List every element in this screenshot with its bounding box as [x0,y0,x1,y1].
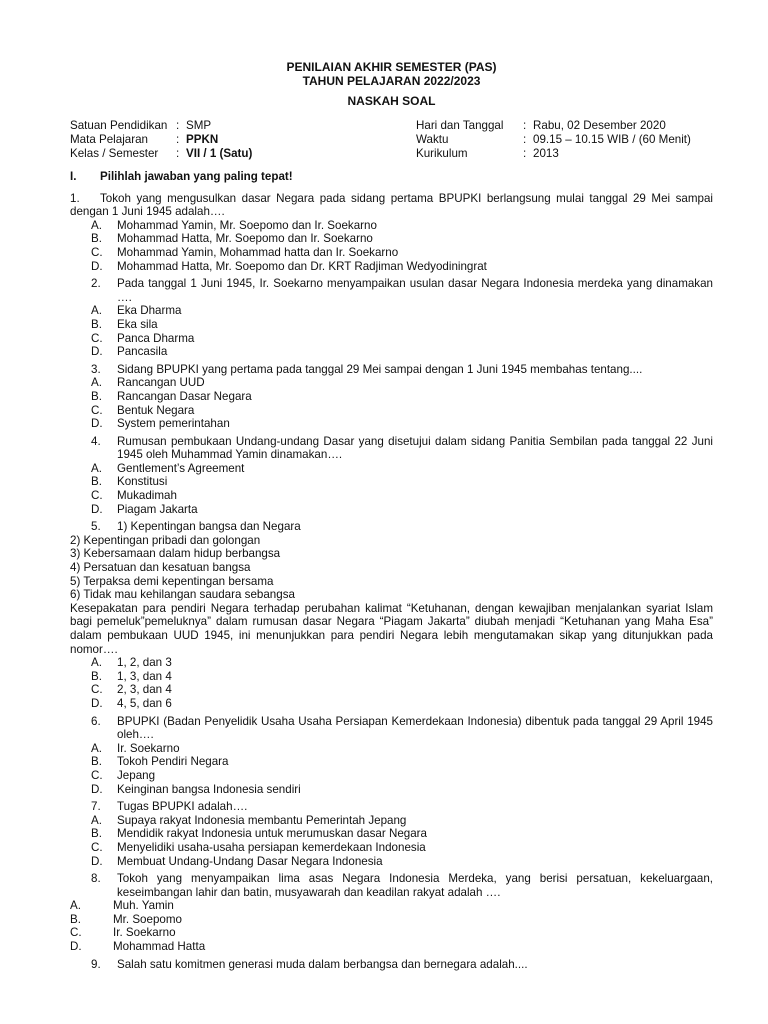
option[interactable]: C. 2, 3, dan 4 [91,683,172,697]
option[interactable]: A. Gentlement’s Agreement [91,461,245,475]
statement-item: 6) Tidak mau kehilangan saudara sebangsa [70,588,295,602]
option[interactable]: D. Membuat Undang-Undang Dasar Negara Indonesia [91,854,383,868]
option[interactable]: D. System pemerintahan [91,417,230,431]
option[interactable]: C. Bentuk Negara [91,403,195,417]
question-number: 8. [91,872,101,886]
statement-item: 5) Terpaksa demi kepentingan bersama [70,574,274,588]
statement-item: 2) Kepentingan pribadi dan golongan [70,533,261,547]
option[interactable]: A. Muh. Yamin [70,899,174,913]
question-number: 5. [91,520,101,534]
options-q5 [91,656,713,710]
option[interactable]: A. Ir. Soekarno [91,741,180,755]
option[interactable]: C. Menyelidiki usaha-usaha persiapan kemerdekaan Indonesia [91,840,426,854]
option[interactable]: D. Piagam Jakarta [91,502,198,516]
question-text: Tokoh yang mengusulkan dasar Negara pada sidang pertama BPUPKI berlangsung mulai tanggal 29 Mei sampai dengan 1 Juni 1945 adalah…. [70,191,713,219]
question-9 [70,958,713,972]
option[interactable]: C. Jepang [91,768,156,782]
statement-item: 1) Kepentingan bangsa dan Negara [117,520,301,534]
options-q7 [91,814,713,868]
question-text: Sidang BPUPKI yang pertama pada tanggal 29 Mei sampai dengan 1 Juni 1945 membahas tentang.... [117,362,643,376]
option[interactable]: A. Mohammad Yamin, Mr. Soepomo dan Ir. Soekarno [91,218,377,232]
question-1 [70,192,713,219]
question-number: 6. [91,714,101,728]
question-number: 4. [91,434,101,448]
question-3 [70,363,713,377]
info-label: Mata Pelajaran [70,133,148,146]
question-6 [70,715,713,742]
question-number: 7. [91,800,101,814]
question-2 [70,277,713,304]
options-q1 [91,219,713,273]
option[interactable]: A. Supaya rakyat Indonesia membantu Pemerintah Jepang [91,813,407,827]
options-q8 [70,899,713,953]
option[interactable]: A. 1, 2, dan 3 [91,656,172,670]
exam-info [70,119,713,161]
info-row: Satuan Pendidikan : SMP [70,119,212,132]
option[interactable]: C. Mohammad Yamin, Mohammad hatta dan Ir. Soekarno [91,245,399,259]
option[interactable]: B. Eka sila [91,317,158,331]
question-number: 3. [91,362,101,376]
info-row: Hari dan Tanggal : Rabu, 02 Desember 2020 [416,119,666,132]
option[interactable]: B. Mendidik rakyat Indonesia untuk merumuskan dasar Negara [91,827,427,841]
option[interactable]: B. Tokoh Pendiri Negara [91,755,229,769]
option[interactable]: B. Mohammad Hatta, Mr. Soepomo dan Ir. Soekarno [91,232,373,246]
option[interactable]: D. Mohammad Hatta, Mr. Soepomo dan Dr. KRT Radjiman Wedyodiningrat [91,259,487,273]
question-number: 2. [91,277,101,291]
option[interactable]: A. Rancangan UUD [91,376,205,390]
info-value: 09.15 – 10.15 WIB / (60 Menit) [533,133,691,146]
option[interactable]: D. Pancasila [91,345,168,359]
school-year: TAHUN PELAJARAN 2022/2023 [302,74,481,88]
question-7 [70,800,713,814]
info-value: 2013 [533,147,559,160]
info-label: Hari dan Tanggal [416,119,504,132]
exam-info-left [70,119,252,161]
statement-item: 3) Kebersamaan dalam hidup berbangsa [70,547,281,561]
info-label: Satuan Pendidikan [70,119,168,132]
options-q4 [91,462,713,516]
info-label: Kelas / Semester [70,147,159,160]
question-text: Tugas BPUPKI adalah…. [117,800,248,814]
question-5 [70,520,713,534]
question-text: Pada tanggal 1 Juni 1945, Ir. Soekarno menyampaikan usulan dasar Negara Indonesia merdeka yang dinamakan …. [117,277,713,304]
question-4 [70,435,713,462]
info-value: Rabu, 02 Desember 2020 [533,119,666,132]
options-q6 [91,742,713,796]
statement-item: 4) Persatuan dan kesatuan bangsa [70,561,251,575]
option[interactable]: C. Ir. Soekarno [70,926,176,940]
info-label: Waktu [416,133,449,146]
option[interactable]: D. Mohammad Hatta [70,940,206,954]
options-q2 [91,304,713,358]
option[interactable]: B. 1, 3, dan 4 [91,669,172,683]
question-number: 9. [91,957,101,971]
question-text: Tokoh yang menyampaikan lima asas Negara Indonesia Merdeka, yang berisi persatuan, kekeluargaan, keseimbangan lahir dan batin, musyawarah dan keadilan rakyat adalah …. [117,872,713,899]
exam-info-right [416,119,691,161]
naskah-soal-heading: NASKAH SOAL [347,94,436,108]
info-row: Kurikulum : 2013 [416,147,559,160]
option[interactable]: D. 4, 5, dan 6 [91,696,172,710]
question-text: Rumusan pembukaan Undang-undang Dasar yang disetujui dalam sidang Panitia Sembilan pada tanggal 22 Juni 1945 oleh Muhammad Yamin dinamakan…. [117,434,713,462]
exam-title: PENILAIAN AKHIR SEMESTER (PAS) [286,60,497,74]
info-value: SMP [186,119,212,132]
info-row: Kelas / Semester : VII / 1 (Satu) [70,147,253,160]
option[interactable]: D. Keinginan bangsa Indonesia sendiri [91,782,301,796]
option[interactable]: C. Panca Dharma [91,331,195,345]
option[interactable]: B. Rancangan Dasar Negara [91,389,252,403]
info-label: Kurikulum [416,147,468,160]
option[interactable]: B. Mr. Soepomo [70,912,182,926]
question-text: Kesepakatan para pendiri Negara terhadap perubahan kalimat “Ketuhanan, dengan kewajiban menjalankan syariat Islam bagi pemeluk”pemeluknya” dalam rumusan dasar Negara “Piagam Jakarta” diubah menjadi “Ketuhanan yang Maha Esa” dalam pembukaan UUD 1945, ini menunjukkan para pendiri Negara lebih mengutamakan sikap yang ditunjukkan pada nomor…. [70,601,713,656]
question-number: 1. [70,191,80,205]
question-8 [70,872,713,899]
question-text: BPUPKI (Badan Penyelidik Usaha Usaha Persiapan Kemerdekaan Indonesia) dibentuk pada tanggal 29 April 1945 oleh…. [117,714,713,742]
option[interactable]: B. Konstitusi [91,475,168,489]
question-text: Salah satu komitmen generasi muda dalam berbangsa dan bernegara adalah.... [117,957,528,971]
info-value: VII / 1 (Satu) [186,147,253,160]
info-row: Mata Pelajaran : PPKN [70,133,219,146]
section-heading: I. Pilihlah jawaban yang paling tepat! [70,170,293,183]
section-title: Pilihlah jawaban yang paling tepat! [100,170,293,183]
info-value: PPKN [186,133,219,146]
option[interactable]: C. Mukadimah [91,489,177,503]
options-q3 [91,376,713,430]
info-row: Waktu : 09.15 – 10.15 WIB / (60 Menit) [416,133,691,146]
option[interactable]: A. Eka Dharma [91,304,182,318]
